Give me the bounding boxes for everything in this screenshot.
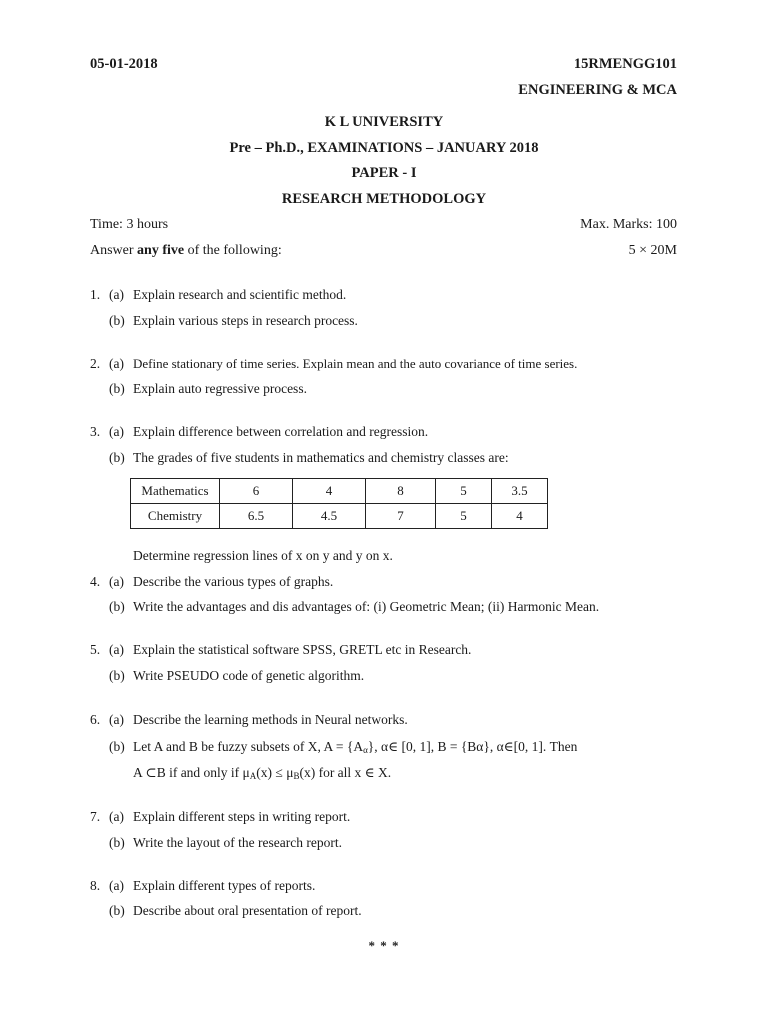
question-1a-label: (a): [109, 287, 124, 302]
q6b-sub2: A: [249, 771, 257, 781]
question-6b-line2: [133, 765, 391, 781]
question-7b-text: Write the layout of the research report.: [133, 835, 342, 850]
table-cell: 4: [492, 504, 548, 529]
question-5-number: 5.: [90, 642, 101, 657]
question-4b-text: Write the advantages and dis advantages of: (i) Geometric Mean; (ii) Harmonic Mean.: [133, 599, 600, 614]
question-2a-label: (a): [109, 356, 124, 371]
question-8b-label: (b): [109, 903, 125, 918]
question-2b-text: Explain auto regressive process.: [133, 381, 307, 396]
question-6a-label: (a): [109, 712, 124, 727]
question-4a-text: Describe the various types of graphs.: [133, 574, 334, 589]
question-5a-label: (a): [109, 642, 124, 657]
question-1b-label: (b): [109, 313, 125, 328]
question-7a-label: (a): [109, 809, 124, 824]
table-cell: 7: [366, 504, 436, 529]
subject-title: RESEARCH METHODOLOGY: [281, 191, 487, 207]
question-1b-text: Explain various steps in research process.: [133, 313, 358, 328]
question-2b-label: (b): [109, 381, 125, 396]
question-3-number: 3.: [90, 424, 101, 439]
q6b-part1: Let A and B be fuzzy subsets of X, A = {A: [133, 739, 364, 754]
question-5b-text: Write PSEUDO code of genetic algorithm.: [133, 668, 365, 683]
time-allowed: Time: 3 hours: [90, 217, 169, 232]
table-cell: 5: [436, 479, 492, 504]
question-6b-label: (b): [109, 739, 125, 754]
table-cell: 6.5: [220, 504, 293, 529]
q6b-part3: A ⊂B if and only if μ: [133, 765, 250, 780]
question-3b-label: (b): [109, 450, 125, 465]
q6b-sub1: α: [363, 745, 368, 755]
question-3b-text: The grades of five students in mathematics and chemistry classes are:: [133, 450, 509, 465]
q6b-part5: (x) for all x ∈ X.: [299, 765, 392, 780]
grades-table: [130, 478, 548, 529]
q6b-sub3: B: [293, 771, 300, 781]
question-3c-text: Determine regression lines of x on y and y on x.: [133, 548, 393, 563]
question-8-number: 8.: [90, 878, 101, 893]
question-6a-text: Describe the learning methods in Neural networks.: [133, 712, 408, 727]
university-name: K L UNIVERSITY: [324, 114, 444, 130]
course-code: 15RMENGG101: [573, 56, 677, 72]
question-3a-label: (a): [109, 424, 124, 439]
row-label: Mathematics: [131, 479, 220, 504]
question-8b-text: Describe about oral presentation of report.: [133, 903, 362, 918]
question-5b-label: (b): [109, 668, 125, 683]
table-row-mathematics: [131, 479, 548, 504]
question-4a-label: (a): [109, 574, 124, 589]
table-row-chemistry: [131, 504, 548, 529]
question-8a-label: (a): [109, 878, 124, 893]
q6b-part4: (x) ≤ μ: [256, 765, 294, 780]
table-cell: 6: [220, 479, 293, 504]
instruction-pre: Answer: [90, 243, 138, 258]
exam-title: Pre – Ph.D., EXAMINATIONS – JANUARY 2018: [229, 140, 539, 156]
question-1a-text: Explain research and scientific method.: [133, 287, 347, 302]
instruction: [90, 243, 282, 259]
question-2-number: 2.: [90, 356, 101, 371]
max-marks: Max. Marks: 100: [580, 217, 677, 232]
table-cell: 4.5: [293, 504, 366, 529]
question-3a-text: Explain difference between correlation and regression.: [133, 424, 429, 439]
table-cell: 5: [436, 504, 492, 529]
q6b-part2: }, α∈ [0, 1], B = {Bα}, α∈[0, 1]. Then: [367, 739, 578, 754]
question-7b-label: (b): [109, 835, 125, 850]
exam-date: 05-01-2018: [90, 56, 158, 72]
question-1-number: 1.: [90, 287, 101, 302]
instruction-post: of the following:: [184, 243, 282, 258]
question-2a-text: Define stationary of time series. Explain mean and the auto covariance of time series.: [133, 356, 578, 371]
branch: ENGINEERING & MCA: [518, 82, 677, 98]
paper-number: PAPER - I: [351, 165, 417, 181]
row-label: Chemistry: [131, 504, 220, 529]
table-cell: 3.5: [492, 479, 548, 504]
question-7-number: 7.: [90, 809, 101, 824]
instruction-bold: any five: [137, 243, 185, 258]
question-4b-label: (b): [109, 599, 125, 614]
question-6-number: 6.: [90, 712, 101, 727]
end-marker: * * *: [368, 938, 400, 953]
marks-scheme: 5 × 20M: [628, 243, 677, 258]
table-cell: 4: [293, 479, 366, 504]
question-5a-text: Explain the statistical software SPSS, GRETL etc in Research.: [133, 642, 472, 657]
question-4-number: 4.: [90, 574, 101, 589]
table-cell: 8: [366, 479, 436, 504]
question-7a-text: Explain different steps in writing report.: [133, 809, 351, 824]
question-6b-line1: [133, 739, 577, 755]
question-8a-text: Explain different types of reports.: [133, 878, 316, 893]
